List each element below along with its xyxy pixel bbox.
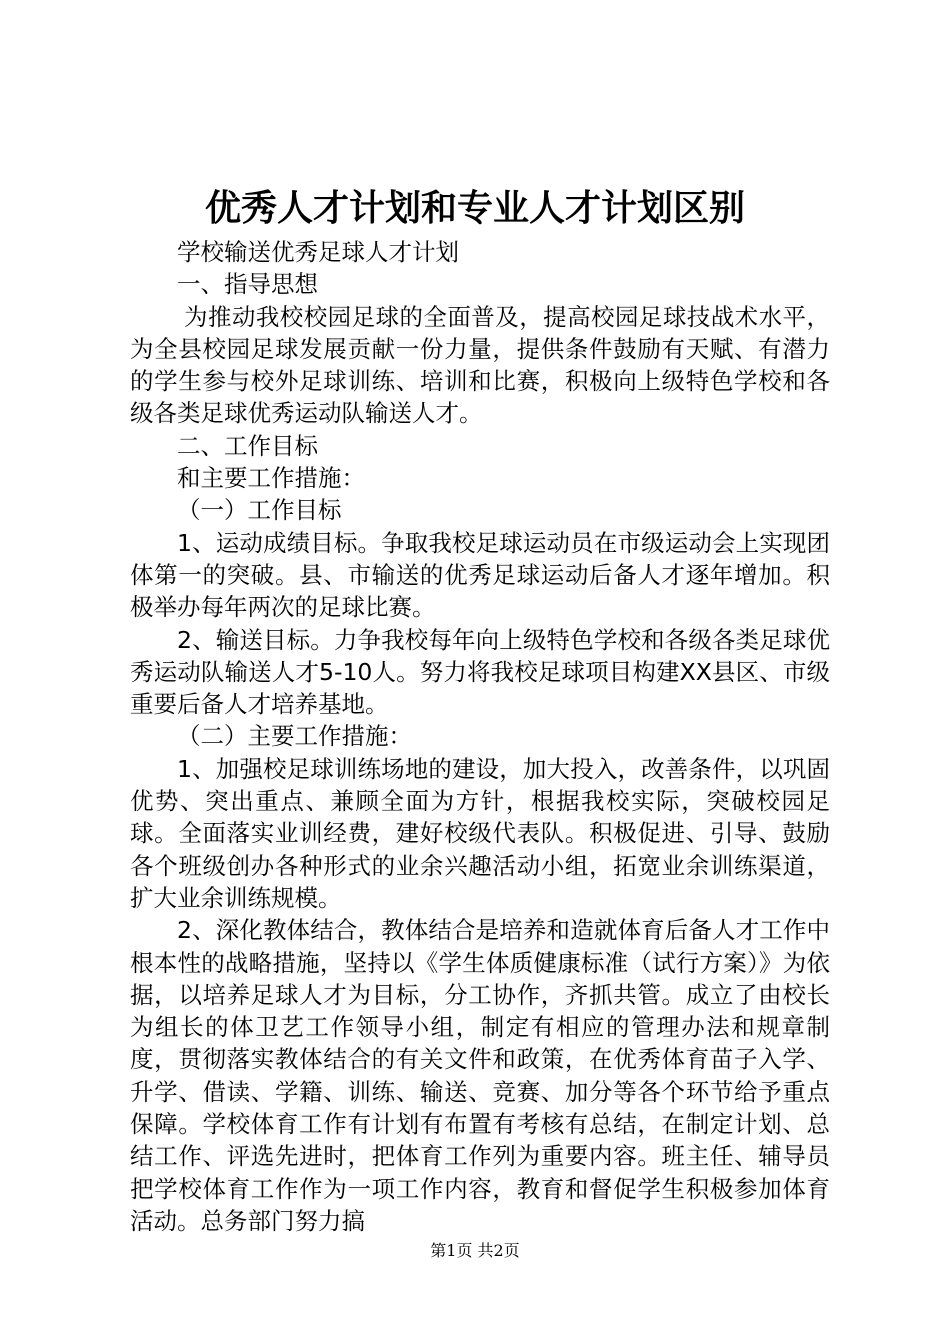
document-body	[130, 236, 830, 1237]
subsection-heading-work-goals: （一）工作目标	[177, 496, 342, 525]
page-footer: 第1页 共2页	[430, 1241, 520, 1260]
subsection-heading-main-measures: （二）主要工作措施：	[177, 722, 412, 751]
section-heading-work-goals: 二、工作目标	[177, 431, 318, 460]
paragraph-measure-2: 2、深化教体结合，教体结合是培养和造就体育后备人才工作中根本性的战略措施，坚持以《学生体质健康标准（试行方案）》为依据，以培养足球人才为目标，分工协作，齐抓共管。成立了由校长为组长的体卫艺工作领导小组，制定有相应的管理办法和规章制度，贯彻落实教体结合的有关文件和政策，在优秀体育苗子入学、升学、借读、学籍、训练、输送、竞赛、加分等各个环节给予重点保障。学校体育工作有计划有布置有考核有总结，在制定计划、总结工作、评选先进时，把体育工作列为重要内容。班主任、辅导员把学校体育工作作为一项工作内容，教育和督促学生积极参加体育活动。总务部门努力搞	[130, 916, 830, 1235]
subtitle: 学校输送优秀足球人才计划	[177, 238, 459, 266]
document-title: 优秀人才计划和专业人才计划区别	[204, 187, 745, 229]
paragraph-measure-1: 1、加强校足球训练场地的建设，加大投入，改善条件，以巩固优势、突出重点、兼顾全面为方针，根据我校实际，突破校园足球。全面落实业训经费，建好校级代表队。积极促进、引导、鼓励各个班级创办各种形式的业余兴趣活动小组，拓宽业余训练渠道，扩大业余训练规模。	[130, 754, 830, 912]
section-heading-guiding-ideology: 一、指导思想	[177, 270, 318, 299]
paragraph-performance-goal: 1、运动成绩目标。争取我校足球运动员在市级运动会上实现团体第一的突破。县、市输送的优秀足球运动后备人才逐年增加。积极举办每年两次的足球比赛。	[130, 528, 830, 622]
section-heading-main-measures: 和主要工作措施：	[177, 464, 365, 493]
paragraph-delivery-goal: 2、输送目标。力争我校每年向上级特色学校和各级各类足球优秀运动队输送人才5-10人。努力将我校足球项目构建XX县区、市级重要后备人才培养基地。	[130, 625, 830, 719]
paragraph-guiding-ideology: 为推动我校校园足球的全面普及，提高校园足球技战术水平，为全县校园足球发展贡献一份力量，提供条件鼓励有天赋、有潜力的学生参与校外足球训练、培训和比赛，积极向上级特色学校和各级各类足球优秀运动队输送人才。	[130, 302, 830, 428]
